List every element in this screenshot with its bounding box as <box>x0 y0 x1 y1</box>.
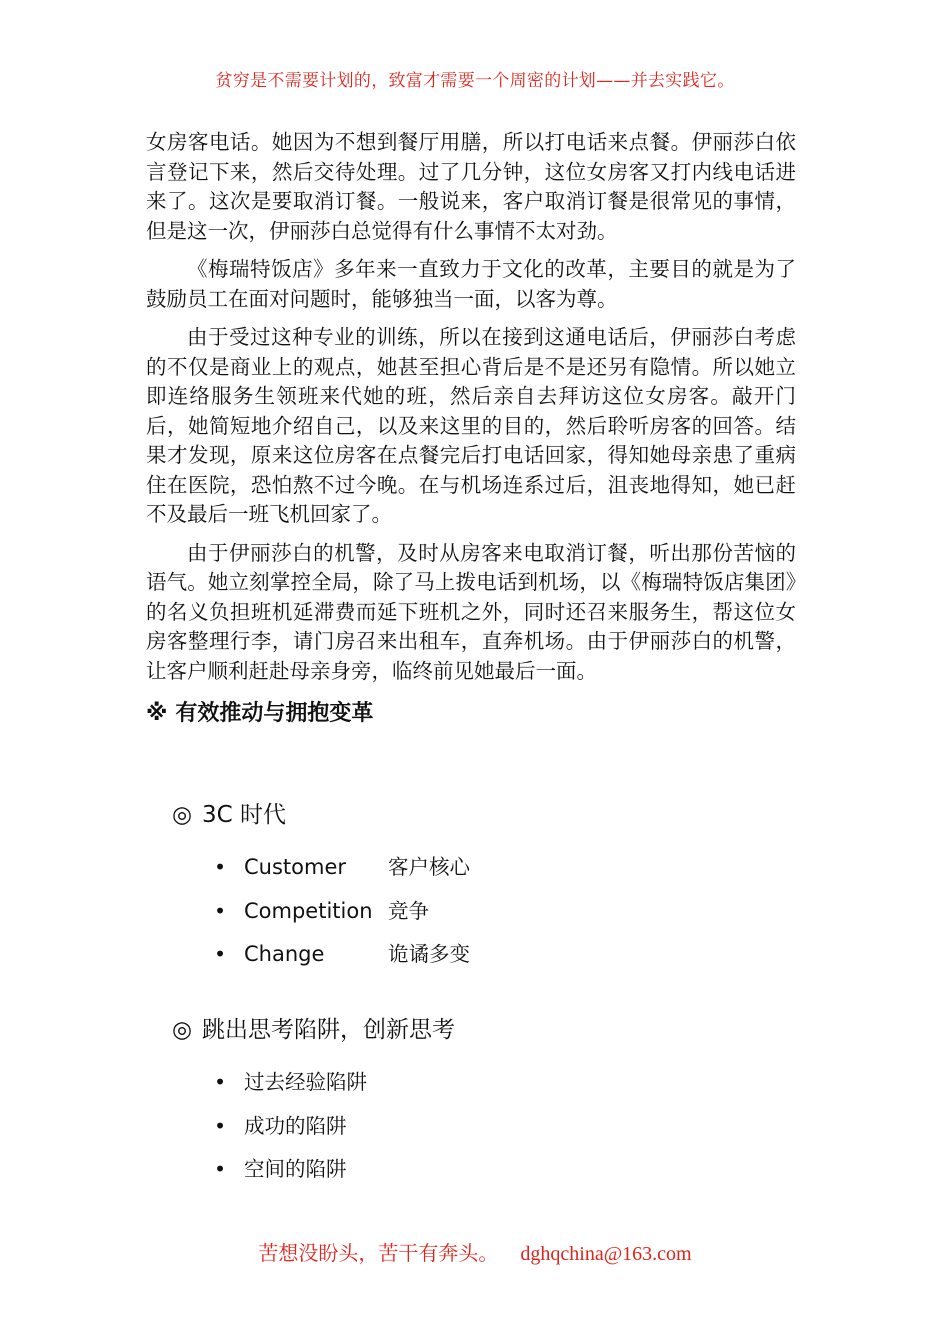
bullseye-icon: ◎ <box>172 1017 193 1043</box>
subsection-title-cn: 时代 <box>240 802 287 828</box>
list-item <box>214 896 796 926</box>
list-item-cn: 竞争 <box>388 898 429 923</box>
list-item-cn: 客户核心 <box>388 855 470 879</box>
bullet-icon: • <box>214 1070 227 1094</box>
list-item-cn: 诡谲多变 <box>388 942 470 966</box>
footer-motto <box>0 1237 950 1266</box>
list-item-en: Change <box>244 942 325 966</box>
bullet-icon: • <box>214 942 227 966</box>
bullseye-icon: ◎ <box>172 802 193 828</box>
bullet-icon: • <box>214 1113 227 1138</box>
subsection-heading-thinking <box>172 1013 796 1047</box>
list-item <box>214 852 796 882</box>
list-item <box>214 1067 796 1097</box>
list-item <box>214 939 796 969</box>
bullet-icon: • <box>214 855 227 879</box>
list-item <box>214 1154 796 1184</box>
section-heading <box>146 698 796 730</box>
paragraph-4: 由于伊丽莎白的机警，及时从房客来电取消订餐，听出那份苦恼的语气。她立刻掌控全局，除了马上拨电话到机场，以《梅瑞特饭店集团》的名义负担班机延滞费而延下班机之外，同时还召来服务生，帮这位女房客整理行李，请门房召来出租车，直奔机场。由于伊丽莎白的机警，让客户顺利赶赴母亲身旁，临终前见她最后一面。 <box>146 540 796 683</box>
list-item-cn: 空间的陷阱 <box>244 1157 347 1181</box>
footer-motto-text: 苦想没盼头，苦干有奔头。 <box>258 1241 499 1265</box>
subsection-title-cn: 跳出思考陷阱，创新思考 <box>202 1017 455 1043</box>
list-item-en: Competition <box>244 898 373 923</box>
bullet-list-3c <box>214 852 796 969</box>
bullet-icon: • <box>214 898 227 923</box>
list-item-en: Customer <box>244 855 347 879</box>
section-title: 有效推动与拥抱变革 <box>175 701 374 726</box>
paragraph-2: 《梅瑞特饭店》多年来一直致力于文化的改革，主要目的就是为了鼓励员工在面对问题时，能够独当一面，以客为尊。 <box>146 257 796 311</box>
paragraph-1: 女房客电话。她因为不想到餐厅用膳，所以打电话来点餐。伊丽莎白依言登记下来，然后交待处理。过了几分钟，这位女房客又打内线电话进来了。这次是要取消订餐。一般说来，客户取消订餐是很常见的事情，但是这一次，伊丽莎白总觉得有什么事情不太对劲。 <box>146 130 796 243</box>
subsection-title-en: 3C <box>202 802 233 828</box>
bullet-icon: • <box>214 1157 227 1181</box>
document-body <box>146 128 796 1198</box>
header-motto: 贫穷是不需要计划的，致富才需要一个周密的计划——并去实践它。 <box>215 71 735 91</box>
paragraph-3: 由于受过这种专业的训练，所以在接到这通电话后，伊丽莎白考虑的不仅是商业上的观点，她甚至担心背后是不是还另有隐情。所以她立即连络服务生领班来代她的班，然后亲自去拜访这位女房客。敲开门后，她简短地介绍自己，以及来这里的目的，然后聆听房客的回答。结果才发现，原来这位房客在点餐完后打电话回家，得知她母亲患了重病住在医院，恐怕熬不过今晚。在与机场连系过后，沮丧地得知，她已赶不及最后一班飞机回家了。 <box>146 325 796 526</box>
reference-mark-icon: ※ <box>146 701 168 726</box>
footer-email: dghqchina@163.com <box>520 1243 692 1265</box>
list-item <box>214 1111 796 1141</box>
bullet-list-traps <box>214 1067 796 1184</box>
list-item-cn: 成功的陷阱 <box>244 1113 347 1138</box>
list-item-cn: 过去经验陷阱 <box>244 1070 367 1094</box>
subsection-heading-3c <box>172 798 796 832</box>
